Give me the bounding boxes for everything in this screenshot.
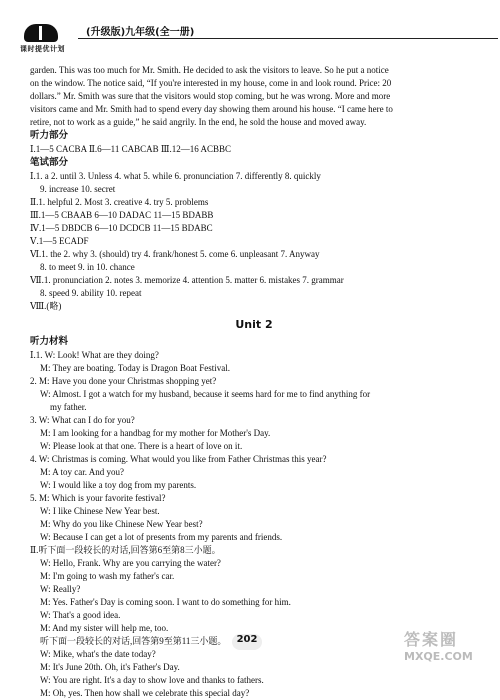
text-line: Ⅶ.1. pronunciation 2. notes 3. memorize 4. attention 5. matter 6. mistakes 7. grammar xyxy=(30,275,344,285)
text-line: M: They are boating. Today is Dragon Boat Festival. xyxy=(40,363,231,373)
watermark xyxy=(404,630,490,670)
logo-text: 课时提优计划 xyxy=(20,45,65,53)
text-line: W: Almost. I got a watch for my husband, because it seems hard for me to find anything for xyxy=(40,389,371,399)
text-line: 2. M: Have you done your Christmas shopping yet? xyxy=(30,376,217,386)
header-divider xyxy=(78,38,498,39)
text-line: W: You are right. It's a day to show love and thanks to fathers. xyxy=(40,675,264,685)
page-header xyxy=(18,20,488,60)
text-line: W: Really? xyxy=(40,584,81,594)
text-line: Ⅲ.1—5 CBAAB 6—10 DADAC 11—15 BDABB xyxy=(30,210,214,220)
section-heading: 听力材料 xyxy=(30,336,69,347)
watermark-top: 答案圈 xyxy=(404,630,459,649)
text-line: Ⅰ.1—5 CACBA Ⅱ.6—11 CABCAB Ⅲ.12—16 ACBBC xyxy=(30,144,232,154)
text-line: Ⅷ.(略) xyxy=(30,301,62,311)
text-line: M: It's June 20th. Oh, it's Father's Day. xyxy=(40,662,180,672)
text-line: 5. M: Which is your favorite festival? xyxy=(30,493,166,503)
text-line: 8. to meet 9. in 10. chance xyxy=(40,262,135,272)
text-line: W: I would like a toy dog from my parents. xyxy=(40,480,197,490)
text-line: Ⅴ.1—5 ECADF xyxy=(30,236,89,246)
section-heading: 听力部分 xyxy=(30,130,69,141)
text-line: W: I like Chinese New Year best. xyxy=(40,506,160,516)
text-line: W: That's a good idea. xyxy=(40,610,121,620)
text-line: Ⅰ.1. W: Look! What are they doing? xyxy=(30,350,159,360)
page-content xyxy=(30,64,478,700)
text-line: 4. W: Christmas is coming. What would you like from Father Christmas this year? xyxy=(30,454,327,464)
text-line: W: Hello, Frank. Why are you carrying the water? xyxy=(40,558,221,568)
watermark-bottom: MXQE.COM xyxy=(404,650,473,663)
text-line: M: A toy car. And you? xyxy=(40,467,124,477)
text-line: my father. xyxy=(50,402,87,412)
unit-title: Unit 2 xyxy=(235,318,273,331)
text-line: W: Because I can get a lot of presents from my parents and friends. xyxy=(40,532,283,542)
text-line: Ⅳ.1—5 DBDCB 6—10 DCDCB 11—15 BDABC xyxy=(30,223,213,233)
text-line: 3. W: What can I do for you? xyxy=(30,415,135,425)
text-line: M: Yes. Father's Day is coming soon. I want to do something for him. xyxy=(40,597,291,607)
header-title: (升级版)九年级(全一册) xyxy=(86,27,195,38)
section-heading: 笔试部分 xyxy=(30,157,69,168)
text-line: Ⅵ.1. the 2. why 3. (should) try 4. frank/honest 5. come 6. unpleasant 7. Anyway xyxy=(30,249,320,259)
text-line: visitors came and Mr. Smith had to spend every day showing them around his house. “I came here to xyxy=(30,104,393,114)
text-line: Ⅰ.1. a 2. until 3. Unless 4. what 5. while 6. pronunciation 7. differently 8. quickly xyxy=(30,171,321,181)
text-line: 听下面一段较长的对话,回答第9至第11三小题。 xyxy=(40,636,227,646)
text-line: M: I'm going to wash my father's car. xyxy=(40,571,175,581)
text-line: M: Oh, yes. Then how shall we celebrate this special day? xyxy=(40,688,250,698)
text-line: W: Please look at that one. There is a heart of love on it. xyxy=(40,441,243,451)
text-line: M: And my sister will help me, too. xyxy=(40,623,169,633)
text-line: on the window. The notice said, “If you're interested in my house, come in and look round. Price: 20 xyxy=(30,78,392,88)
text-line: M: I am looking for a handbag for my mother for Mother's Day. xyxy=(40,428,271,438)
text-line: M: Why do you like Chinese New Year best? xyxy=(40,519,203,529)
text-line: Ⅱ.听下面一段较长的对话,回答第6至第8三小题。 xyxy=(30,545,221,555)
text-line: dollars.” Mr. Smith was sure that the visitors would stop coming, but he was wrong. More and more xyxy=(30,91,391,101)
text-line: retire, not to work as a guide,” he said angrily. In the end, he sold the house and moved away. xyxy=(30,117,367,127)
text-line: garden. This was too much for Mr. Smith. He decided to ask the visitors to leave. So he put a notice xyxy=(30,65,389,75)
text-line: 9. increase 10. secret xyxy=(40,184,116,194)
text-line: W: Mike, what's the date today? xyxy=(40,649,156,659)
text-line: 8. speed 9. ability 10. repeat xyxy=(40,288,142,298)
page-number: 202 xyxy=(232,634,262,650)
text-line: Ⅱ.1. helpful 2. Most 3. creative 4. try 5. problems xyxy=(30,197,209,207)
book-icon xyxy=(24,24,58,42)
series-logo xyxy=(18,20,82,58)
